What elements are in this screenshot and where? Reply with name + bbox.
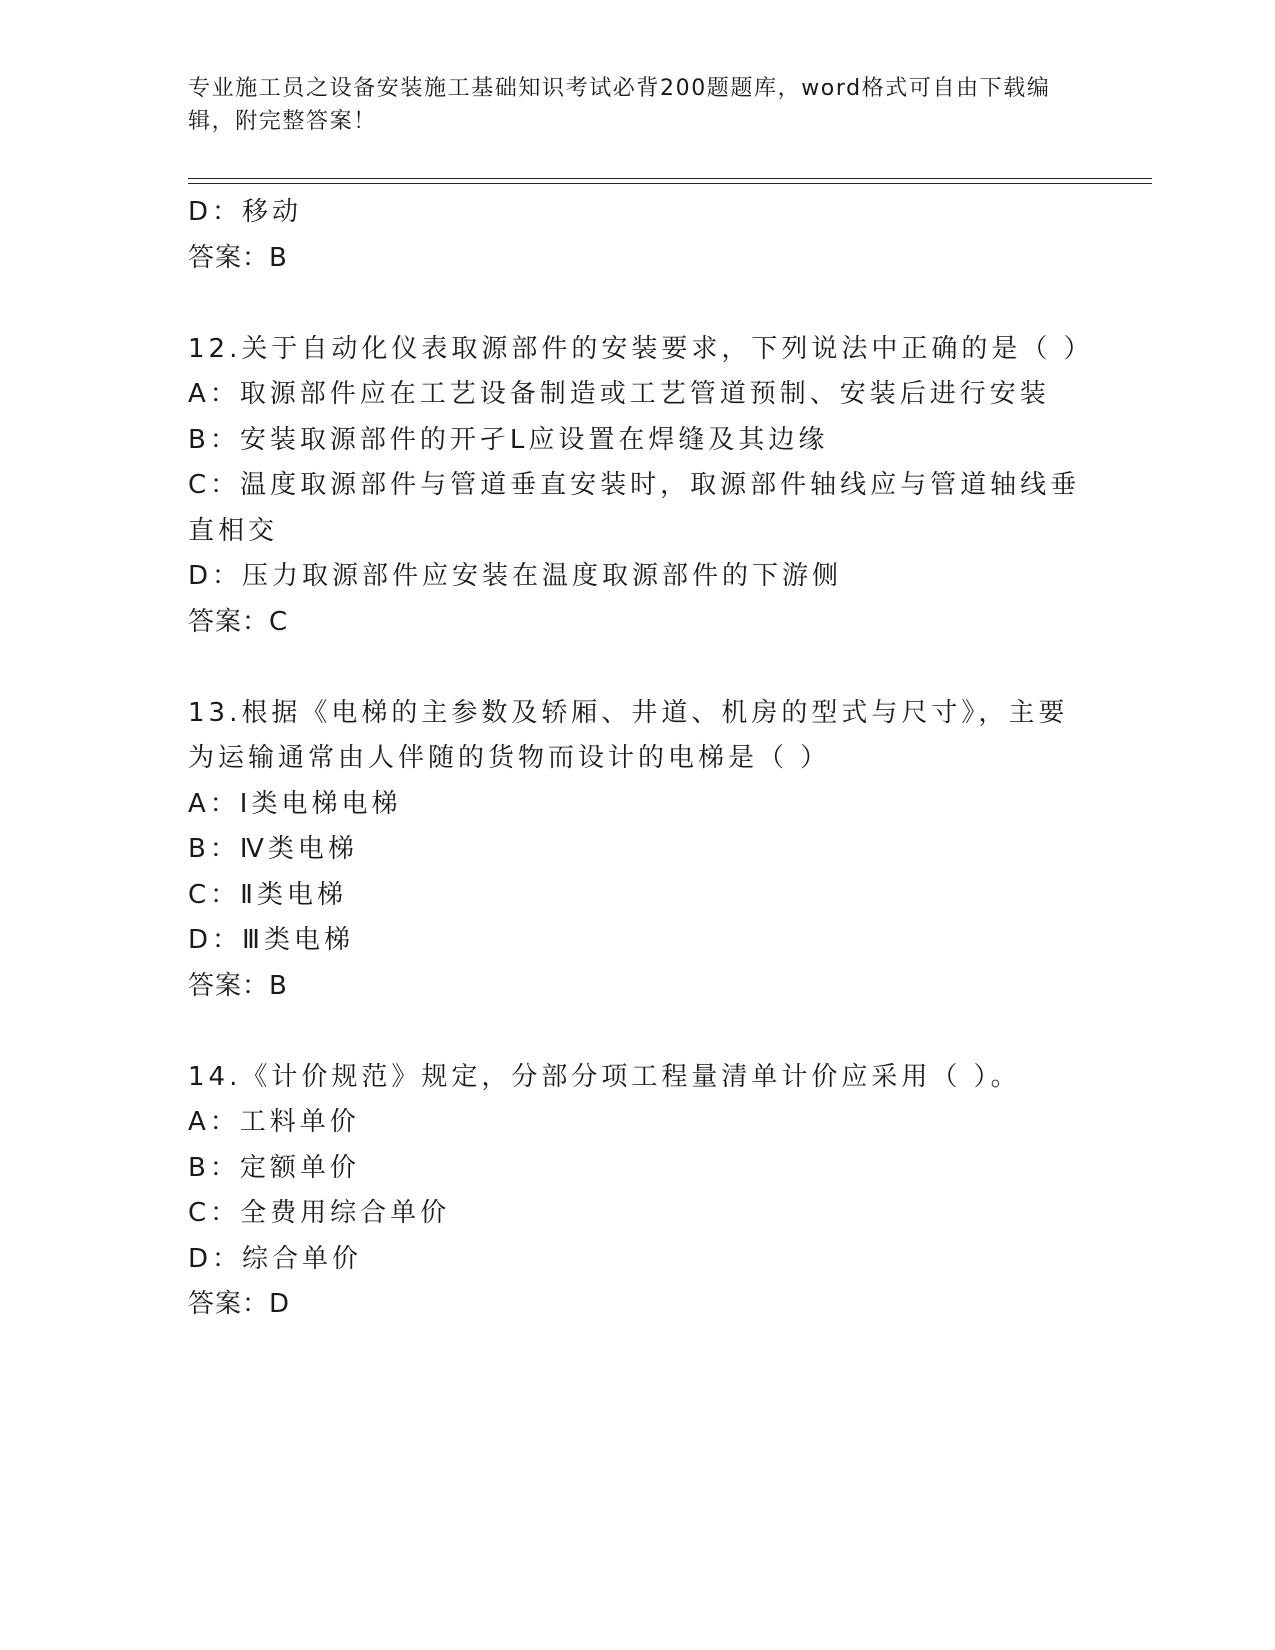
question-list <box>188 190 1094 1328</box>
answer-line: 答案：B <box>188 970 288 1001</box>
question-stem: 13.根据《电梯的主参数及轿厢、井道、机房的型式与尺寸》，主要为运输通常由人伴随的货物而设计的电梯是（ ） <box>188 697 1069 773</box>
option-a: A：取源部件应在工艺设备制造或工艺管道预制、安装后进行安装 <box>188 379 1050 409</box>
question-stem: 14.《计价规范》规定，分部分项工程量清单计价应采用（ ）。 <box>188 1061 1021 1092</box>
header-divider-top <box>188 178 1152 179</box>
spacer <box>188 281 1088 327</box>
question-12 <box>188 327 1094 646</box>
option-a: A：工料单价 <box>188 1107 360 1137</box>
spacer <box>188 1009 1088 1055</box>
option-c: C：温度取源部件与管道垂直安装时，取源部件轴线应与管道轴线垂直相交 <box>188 470 1081 546</box>
option-d: D：Ⅲ类电梯 <box>188 925 354 955</box>
option-d: D：综合单价 <box>188 1243 363 1274</box>
option-d: D：压力取源部件应安装在温度取源部件的下游侧 <box>188 561 843 591</box>
answer-line: 答案：B <box>188 242 288 273</box>
option-b: B：定额单价 <box>188 1152 360 1183</box>
option-c: C：全费用综合单价 <box>188 1198 451 1228</box>
spacer <box>188 645 1088 691</box>
question-14 <box>188 1055 1088 1328</box>
option-a: A：Ⅰ类电梯电梯 <box>188 788 402 819</box>
question-13 <box>188 691 1088 1010</box>
option-b: B：安装取源部件的开孑L应设置在焊缝及其边缘 <box>188 424 829 455</box>
question-stem: 12.关于自动化仪表取源部件的安装要求，下列说法中正确的是（ ） <box>188 333 1094 364</box>
page-header: 专业施工员之设备安装施工基础知识考试必背200题题库，word格式可自由下载编辑，附完整答案！ <box>188 76 1051 134</box>
previous-question-tail <box>188 190 1088 281</box>
answer-line: 答案：C <box>188 606 289 637</box>
header-divider-bottom <box>188 183 1152 184</box>
answer-line: 答案：D <box>188 1289 291 1319</box>
option-b: B：Ⅳ类电梯 <box>188 834 358 864</box>
option-c: C：Ⅱ类电梯 <box>188 879 347 910</box>
option-d: D：移动 <box>188 197 303 227</box>
